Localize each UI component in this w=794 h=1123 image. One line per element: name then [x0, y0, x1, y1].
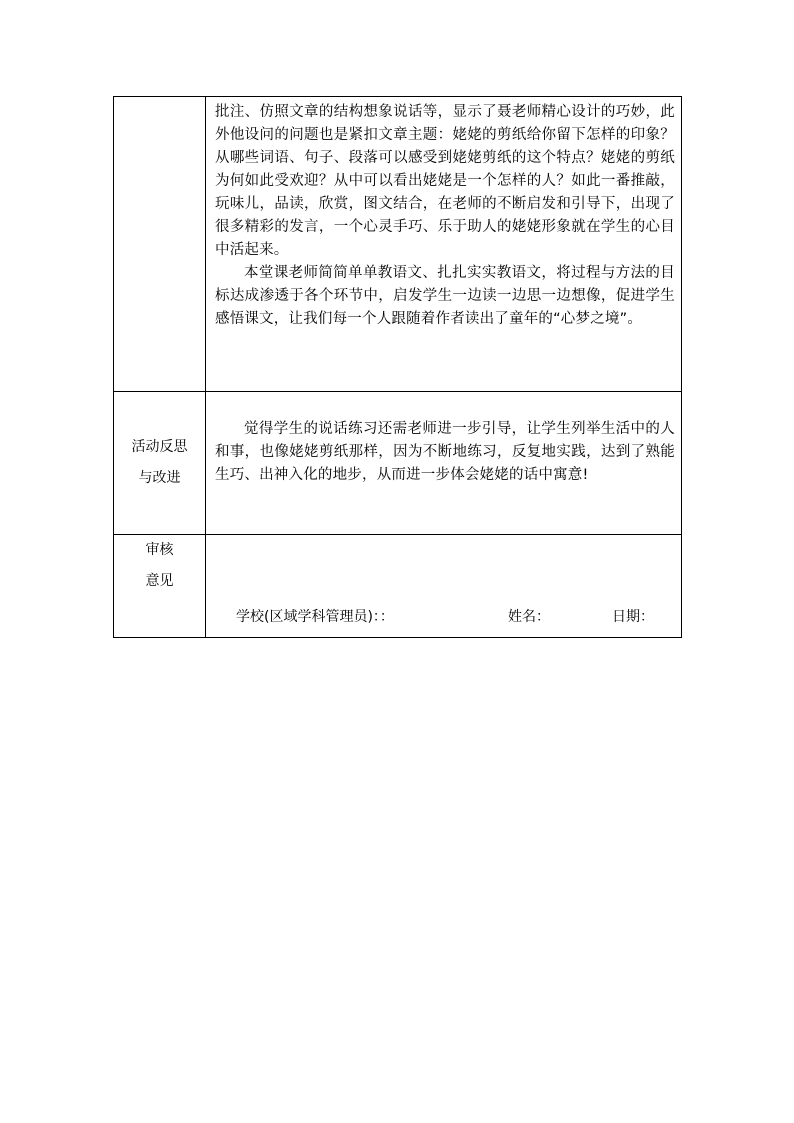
evaluation-row — [114, 97, 682, 392]
reflection-label-line-1: 活动反思 — [131, 439, 188, 455]
evaluation-paragraph-1: 批注、仿照文章的结构想象说话等，显示了聂老师精心设计的巧妙，此外他设问的问题也是紧扣文章主题：姥姥的剪纸给你留下怎样的印象？从哪些词语、句子、段落可以感受到姥姥剪纸的这个特点？姥姥的剪纸为何如此受欢迎？从中可以看出姥姥是一个怎样的人？如此一番推敲，玩味儿，品读，欣赏，图文结合，在老师的不断启发和引导下，出现了很多精彩的发言，一个心灵手巧、乐于助人的姥姥形象就在学生的心目中活起来。 — [215, 104, 675, 258]
evaluation-paragraph-2: 本堂课老师简简单单教语文、扎扎实实教语文，将过程与方法的目标达成渗透于各个环节中，启发学生一边读一边思一边想像，促进学生感悟课文，让我们每一个人跟随着作者读出了童年的“心梦之境”。 — [215, 265, 675, 327]
reflection-row — [114, 392, 682, 535]
reflection-body-cell — [206, 392, 682, 535]
review-label-cell — [114, 535, 206, 638]
name-label: 姓名： — [508, 609, 550, 625]
review-row — [114, 535, 682, 638]
review-label-line-2: 意见 — [145, 573, 174, 589]
date-label: 日期： — [612, 609, 654, 625]
reflection-text: 觉得学生的说话练习还需老师进一步引导，让学生列举生活中的人和事，也像姥姥剪纸那样，因为不断地练习，反复地实践，达到了熟能生巧、出神入化的地步，从而进一步体会姥姥的话中寓意! — [215, 421, 675, 483]
school-label: 学校(区域学科管理员)：： — [236, 609, 394, 625]
evaluation-table — [113, 96, 682, 638]
reflection-label-line-2: 与改进 — [138, 470, 181, 486]
evaluation-body-cell — [206, 97, 682, 392]
evaluation-label-cell — [114, 97, 206, 392]
reflection-label-cell — [114, 392, 206, 535]
review-label-line-1: 审核 — [145, 542, 174, 558]
review-body-cell — [206, 535, 682, 638]
